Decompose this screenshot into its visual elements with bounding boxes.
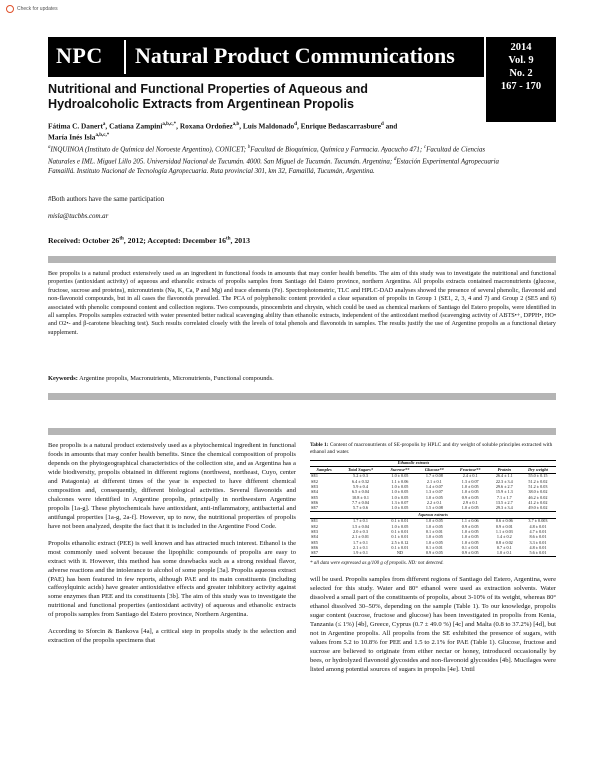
author-sup: a,b,c,* [162,122,177,127]
table-cell: 1.3 ± 0.07 [461,478,479,484]
table-sample-cell: SE5 [311,539,318,545]
author-sup: d [381,122,384,127]
title-line-2: Hydroalcoholic Extracts from Argentinean Propolis [48,97,355,111]
table-row [310,551,556,557]
table-cell: 2.1 ± 0.1 [353,545,368,551]
table-cell: 5.2 ± 0.3 [353,473,368,479]
table-sample-cell: SE3 [311,528,318,534]
table-sample-cell: SE2 [311,523,318,529]
table-cell: 0.8 ± 0.02 [495,539,513,545]
table-cell: 0.1 ± 0.01 [425,528,443,534]
table-cell: 38.0 ± 0.02 [528,489,548,495]
journal-name: Natural Product Communications [135,43,455,68]
table-cell: 7.1 ± 1.7 [496,494,512,500]
table-cell: 1.0 ± 0.05 [391,505,409,511]
author-sup: d [294,122,297,127]
affil-c: Facultad de Ciencias Naturales e IML. Miguel Lillo 205. Universidad Nacional de Tucumán. 4000. San Miguel de Tucumán. Tucumán. Argentina; [48,146,486,166]
table-cell: 1.0 ± 0.05 [425,494,443,500]
table-cell: 6.5 ± 0.04 [352,489,369,495]
table-cell: 1.0 ± 0.05 [461,505,479,511]
table-cell: 13.5 ± 2.7 [495,500,513,506]
author: Catiana Zampini [109,121,163,131]
table-cell: 4.8 ± 0.01 [529,523,547,529]
table-cell: 5.6 ± 0.01 [520,551,556,557]
abstract-bottom-bar [48,393,556,400]
table-cell: 26.4 ± 1.1 [495,473,513,479]
table-cell: 4.8 ± 0.01 [529,545,547,551]
table-cell: 29.3 ± 3.4 [495,505,513,511]
table-cell: 1.0 ± 0.05 [391,489,409,495]
table-column-header: Glucose** [417,467,452,473]
affil-b: Facultad de Bioquímica, Química y Farmacia. Ayacucho 471; [250,146,424,154]
macronutrient-table [310,460,556,557]
table-sample-cell: SE7 [310,551,338,557]
body-paragraph: will be used. Propolis samples from different regions of Santiago del Estero, Argentina, were selected for this study. Water and 80° ethanol were used as extraction solvents. Water dissolved a small part of the constituents of propolis, about 3-10% of its weight, whereas 80° ethanol dissolved 30–50%, depending on the sample (Table 1). To our knowledge, propolis sugar content (sucrose, fructose and glucose) has been investigated in propolis from Kenia, Tanzania (≤ 1%) [4b], Greece, Cyprus (0.7 ± 49.0 %) [4c] and Malta (0.8 to 37.2%) [4d], but not in Argentine propolis. All propolis from the SE exhibited the presence of sugars, with values from 5.2 to 10.8% for PEE and 1.5 to 2.1% for PAE (Table 1). Glucose, fructose and sucrose are believed to originate from either nectar or honey, introduced occasionally by bees, or hydrolyzed flavonoid glycosides and non-flavonoid glycosides [4b]. Mucilages were listed among potential sources of sugars in propolis [4e]. Until [310,576,556,673]
table-cell: 10.8 ± 0.1 [352,494,369,500]
table-cell: 46.2 ± 0.02 [528,494,548,500]
keywords-text: Argentine propolis, Macronutrients, Micronutrients, Functional compounds. [79,375,274,382]
table-sample-cell: SE6 [311,545,318,551]
table-cell: 1.1 ± 0.03 [495,528,513,534]
body-paragraph: Bee propolis is a natural product extensively used as a phytochemical ingredient in functional foods in amounts that may confer health benefits. Since the chemical composition of propolis depends on the phytogeographical characteristics of the collection site, and as Argentina has a wide biodiversity, propolis obtained in different regions (northwest, northeast, Cuyo, center and Patagonia) at different times of the year is expected to have different chemical composition and, consequently, different biological activities. Several flavonoids and chalcones were identified in Argentine propolis, principally in northwestern Argentine propolis [1a-g]. These phytochemicals have antioxidant, anti-inflammatory, antibacterial and antifungal properties [1a-g, 2a-f]. However, up to now, the nutritional properties of propolis have not been analyzed, despite the fact that it is included in the Argentine Food Code. [48,442,296,530]
ethanolic-rows [310,473,556,512]
title-line-1: Nutritional and Functional Properties of Aqueous and [48,82,368,96]
table-cell: 3.7 ± 0.003 [528,518,548,524]
body-left-column [48,442,296,655]
table-cell: 1.3 ± 0.07 [391,500,409,506]
table-cell: 0.1 ± 0.01 [391,528,409,534]
aqueous-rows [310,518,556,557]
table-cell: 0.1 ± 0.01 [425,545,443,551]
table-cell: 2.5 ± 0.12 [391,539,409,545]
table-cell: 0.9 ± 0.01 [495,523,513,529]
body-paragraph: Propolis ethanolic extract (PEE) is well known and has attracted much interest. Ethanol is the most commonly used solvent because the lipophilic compounds of propolis are easy to extract with it. However, this method has some drawbacks such as a strong residual flavor, adverse reactions and the intolerance to alcohol of some people [3a]. Propolis aqueous extract (PAE) has been featured in few reports, although PAE and its main constituents (including caffeoylquinic acids) have greater antioxidative effects and greater inhibitory activity against some enzymes than PEE and its constituents [3b]. The aim of this study was to investigate the nutritional and functional properties (antioxidant activity) of aqueous and ethanolic extracts of propolis samples from Santiago del Estero province, Northern Argentina. [48,539,296,619]
table-cell: 41.2 ± 0.02 [528,500,548,506]
journal-volume: Vol. 9 [508,55,534,66]
abstract-text: Bee propolis is a natural product extensively used as an ingredient in functional foods in amounts that may confer health benefits. The aim of this study was to investigate the nutritional and functional properties (antioxidant activity) of aqueous and ethanolic extracts of propolis samples from Santiago del Estero province, northern Argentina. All propolis extracts contained macronutrients (glucose, fructose, sucrose and proteins), micronutrients (Na, K, Ca, P and Mg) and trace elements (Fe). Spectrophotometric, TLC and HPLC-DAD analyses showed the presence of several phenolic, flavonoid and non-flavonoid compounds, but in all cases the flavonoids prevailed. The PCA of polyphenolic content provided a clear separation of propolis in Group 1 (SE1, 2, 3, 4 and 7) and Group 2 (SE5 and 6) associated with phenolic compound content and collection regions. Two compounds, pinocembrin and chrysin, which could be used as chemical markers of Santiago del Estero propolis, were identified in all samples. Propolis samples extracted with water presented better radical scavenging ability than ethanolic extracts, independent of the antioxidant method (scavenging activity of ABTS•+, DPPH•, HO• and O2•- and β-carotene bleaching test). Such results correlated closely with the levels of total phenols and flavonoids in samples. The results justify the use of Argentine propolis as a functional dietary supplement. [48,270,556,336]
received-sup: th [119,236,124,242]
table-cell: 1.5 ± 0.04 [352,523,369,529]
table-cell: 51.2 ± 0.03 [528,483,548,489]
aqueous-header: Aqueous extracts [310,512,556,518]
table-cell: 2.1 ± 0.01 [352,534,369,540]
table-cell: 2.0 ± 0.3 [353,528,368,534]
journal-pages: 167 - 170 [500,81,542,92]
table-cell: 1.7 ± 0.1 [353,539,368,545]
table-cell: 2.1 ± 0.1 [426,478,442,484]
table-sample-cell: SE1 [311,518,318,524]
corresponding-email[interactable]: misla@tucbbs.com.ar [48,213,109,220]
table-cell: 1.0 ± 0.05 [461,534,479,540]
table-footnote: * all data were expressed as g/100 g of propolis. ND: not detected. [310,561,444,566]
table-caption [310,442,556,456]
table-sample-cell: SE1 [311,473,318,479]
table-cell: 1.0 ± 0.05 [461,528,479,534]
table-cell: 2.9 ± 0.1 [462,500,478,506]
table-cell: 1.0 ± 0.05 [425,534,443,540]
table-cell: 1.0 ± 0.05 [425,539,443,545]
affiliations [48,143,508,177]
affil-sup: d [393,157,397,162]
received-dates [48,236,250,245]
table-caption-label: Table 1: [310,442,329,448]
table-cell: 0.7 ± 0.1 [496,545,512,551]
table-cell: 1.0 ± 0.05 [461,489,479,495]
table-cell: 0.1 ± 0.01 [461,545,479,551]
table-cell: 1.0 ± 0.1 [489,551,520,557]
table-cell: 15.9 ± 1.3 [495,489,513,495]
body-right-column [310,576,556,674]
table-cell: 0.1 ± 0.01 [391,545,409,551]
keywords-label: Keywords: [48,375,78,382]
table-sample-cell: SE2 [311,478,318,484]
table-cell: 0.9 ± 0.05 [461,494,479,500]
table-sample-cell: SE6 [311,500,318,506]
table-column-header: Fructose** [452,467,489,473]
received-label: Received: October 26 [48,236,120,245]
table-cell: 1.5 ± 0.08 [425,505,443,511]
author: María Inés Isla [48,132,96,142]
table-cell: 1.7 ± 0.08 [425,473,443,479]
author: Roxana Ordoñez [179,121,233,131]
author-sup: a [102,122,106,127]
table-cell: 7.7 ± 0.04 [352,500,369,506]
volume-box [484,37,556,122]
author: Enrique Bedascarrasbure [300,121,381,131]
table-cell: 4.7 ± 0.01 [529,528,547,534]
accepted-sup: th [226,236,231,242]
affil-a: INQUINOA (Instituto de Química del Noroeste Argentino), CONICET; [50,146,248,154]
table-cell: 22.3 ± 3.4 [495,478,513,484]
table-column-header: Dry weight [520,467,556,473]
table-sample-cell: SE3 [311,483,318,489]
table-cell: 55.0 ± 0.15 [528,473,548,479]
table-sample-cell: SE4 [311,534,318,540]
body-top-bar [48,428,556,435]
abstract-top-bar [48,256,556,263]
accepted-year: , 2013 [230,236,250,245]
table-cell: 51.2 ± 0.02 [528,478,548,484]
table-cell: 1.1 ± 0.06 [391,478,409,484]
table-cell: 1.0 ± 0.05 [391,473,409,479]
affil-sup: b [247,145,251,150]
table-cell: 1.0 ± 0.05 [391,483,409,489]
author: Luis Maldonado [242,121,295,131]
table-cell: 1.4 ± 0.2 [496,534,512,540]
author-sup: a,b [232,122,240,127]
journal-abbrev: NPC [56,43,103,68]
journal-banner [48,37,556,77]
affil-sup: a [48,145,51,150]
table-column-header: Sucrose** [383,467,417,473]
journal-number: No. 2 [509,68,533,79]
table-cell: ND [383,551,417,557]
table-cell: 1.3 ± 0.07 [425,489,443,495]
table-cell: 49.0 ± 0.02 [528,505,548,511]
table-cell: 29.6 ± 2.7 [495,483,513,489]
table-cell: 1.0 ± 0.05 [461,539,479,545]
table-cell: 5.7 ± 0.6 [353,505,368,511]
table-cell: 1.1 ± 0.06 [461,518,479,524]
table-cell: 1.7 ± 0.1 [353,518,368,524]
check-for-updates-badge[interactable] [6,5,58,13]
body-paragraph: According to Sforcin & Bankova [4a], a critical step in propolis study is the selection and extraction of the propolis specimens that [48,628,296,645]
table-cell: 1.0 ± 0.05 [391,494,409,500]
table-cell: 0.9 ± 0.05 [417,551,452,557]
table-cell: 1.0 ± 0.05 [425,518,443,524]
check-updates-label: Check for updates [17,6,58,12]
author: Fátima C. Danert [48,121,103,131]
table-column-header: Protein [489,467,520,473]
table-cell: 2.4 ± 0.1 [462,473,478,479]
table-sample-cell: SE4 [311,489,318,495]
check-updates-icon [6,5,14,13]
table-cell: 1.9 ± 0.1 [338,551,383,557]
accepted-label: , 2012; Accepted: December 16 [123,236,227,245]
table-cell: 2.2 ± 0.1 [426,500,442,506]
author-list: Fátima C. Danert$^a$, Catiana Zampini$^{a,b,c,*}$, Roxana Ordoñez$^{a,b}$, Luis Maldonado$^d$, Enrique Bedascarrasbure$^d$ and María Inés Isla$^{a,b,c,*}$ [48,121,398,142]
keywords [48,375,556,382]
author-sup: a,b,c,* [95,132,110,138]
table-cell: 1.0 ± 0.05 [461,483,479,489]
table-column-header: Total Sugars* [338,467,383,473]
table-cell: 3.3 ± 0.01 [529,539,547,545]
table-sample-cell: SE5 [311,494,318,500]
table-cell: 1.0 ± 0.05 [425,523,443,529]
table-cell: 6.4 ± 0.32 [352,478,369,484]
table-cell: 1.0 ± 0.05 [391,523,409,529]
journal-year: 2014 [510,42,532,53]
table-cell: 0.6 ± 0.06 [495,518,513,524]
table-cell: 0.1 ± 0.01 [391,534,409,540]
author-note: #Both authors have the same participation [48,196,165,203]
table-cell: 5.9 ± 0.4 [353,483,368,489]
table-cell: 0.9 ± 0.05 [461,523,479,529]
affil-d: Estación Experimental Agropecuaria Famaillá. Instituto Nacional de Tecnología Agropecuaria. Ruta provincial 301, km 32, Famaillá, Tucumán, Argentina. [48,158,499,175]
table-caption-text: Content of macronutrients of SE-propolis by HPLC and dry weight of soluble principles extracted with ethanol and water. [310,442,553,455]
table-cell: 8.6 ± 0.01 [529,534,547,540]
affil-sup: c [423,145,427,150]
table-sample-cell: SE7 [311,505,318,511]
table-group-header: Ethanolic extracts [338,461,489,467]
table-cell: 1.4 ± 0.07 [425,483,443,489]
table-column-header: Samples [310,467,338,473]
banner-divider [124,40,126,74]
table-cell: 0.1 ± 0.01 [391,518,409,524]
article-title [48,82,468,112]
table-cell: 0.9 ± 0.05 [452,551,489,557]
